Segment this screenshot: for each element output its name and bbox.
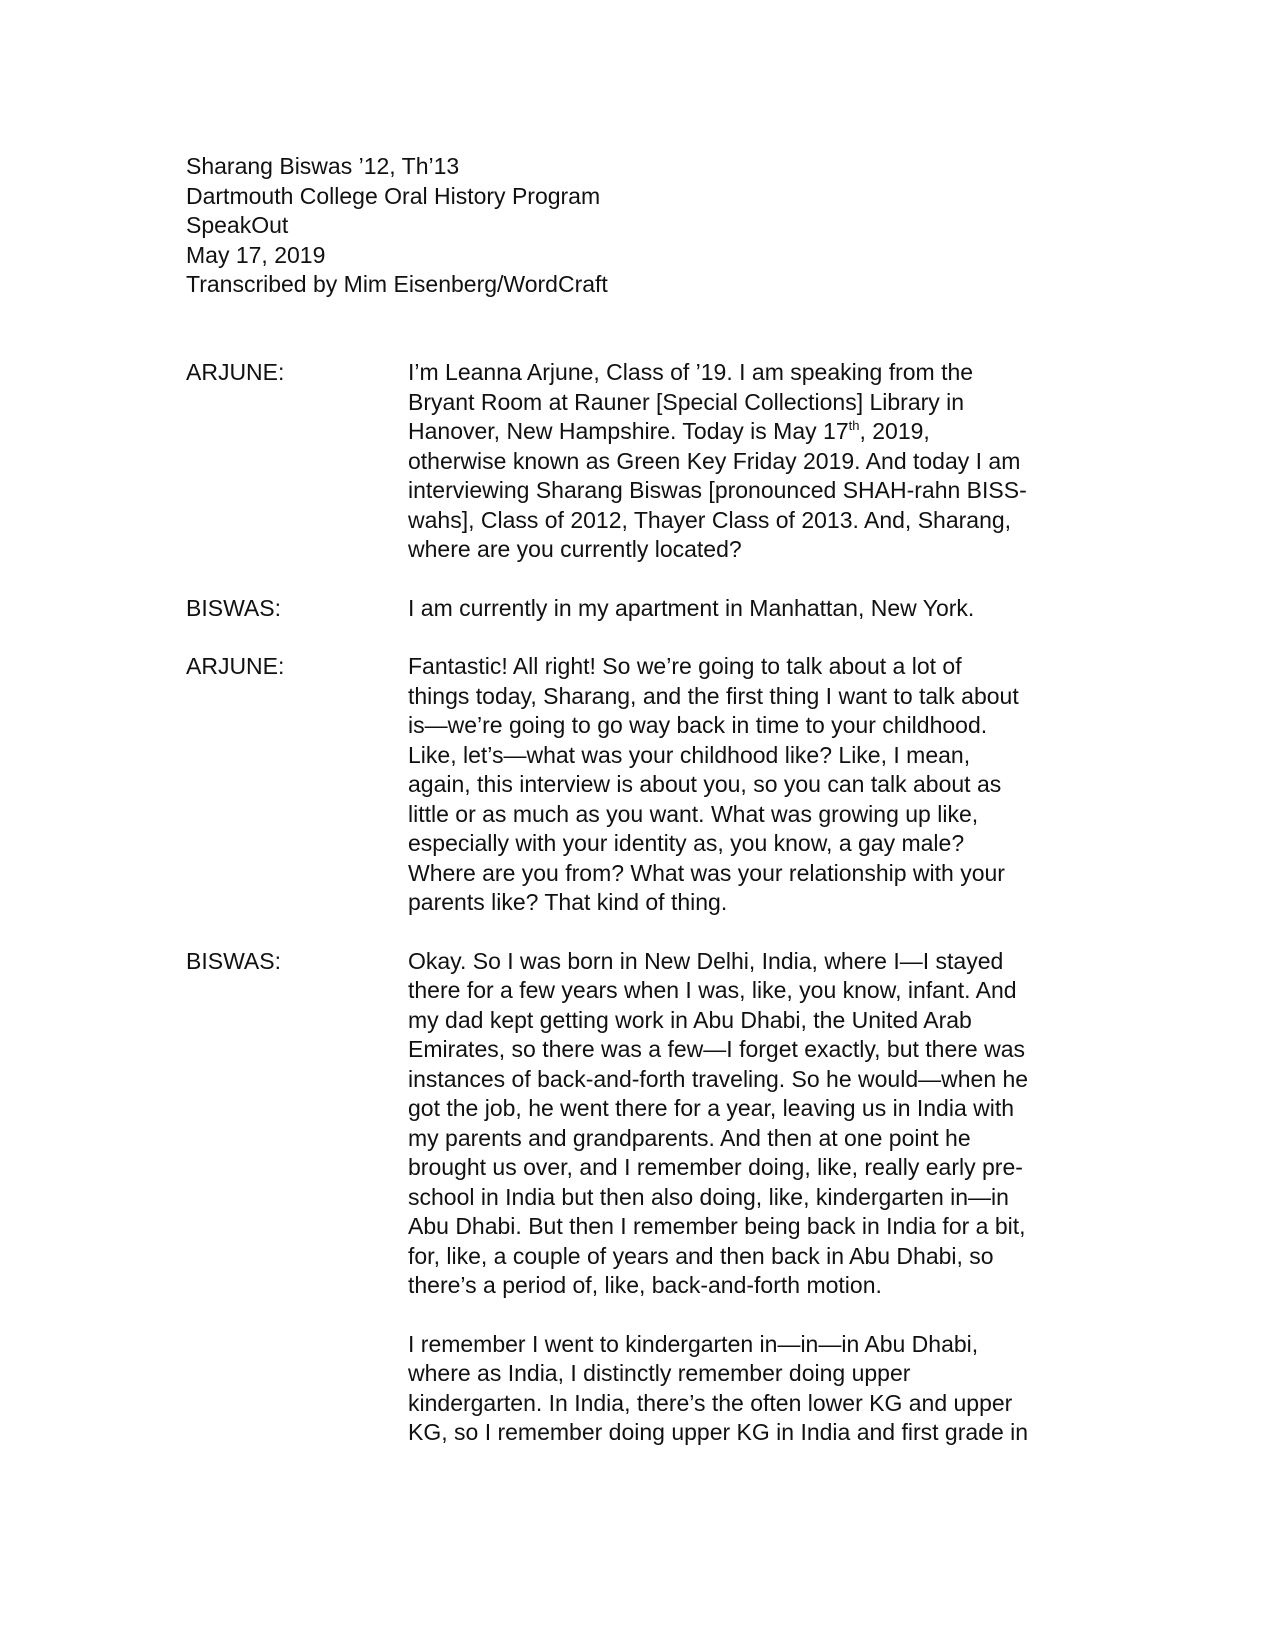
text-line: parents like? That kind of thing. [408, 889, 728, 915]
text-line: wahs], Class of 2012, Thayer Class of 2013. And, Sharang, [408, 506, 1012, 533]
transcript-body [186, 358, 1086, 1477]
speech-text [408, 652, 1068, 918]
speech-paragraph [408, 947, 1068, 1301]
text-line: my parents and grandparents. And then at one point he [408, 1124, 971, 1151]
text-line: there’s a period of, like, back-and-forth motion. [408, 1272, 882, 1298]
speech-text [408, 594, 1068, 624]
ordinal-superscript: th [848, 418, 860, 433]
text-line: Bryant Room at Rauner [Special Collections] Library in [408, 388, 965, 415]
transcript-turn [186, 358, 1086, 565]
text-line: Abu Dhabi. But then I remember being back in India for a bit, [408, 1213, 1026, 1239]
text-line: instances of back-and-forth traveling. So he would—when he [408, 1065, 1029, 1092]
transcript-turn [186, 652, 1086, 918]
speech-text [408, 947, 1068, 1448]
text-line: where are you currently located? [408, 536, 742, 562]
text-line: for, like, a couple of years and then back in Abu Dhabi, so [408, 1242, 994, 1269]
speech-paragraph [408, 652, 1068, 918]
transcript-turn [186, 947, 1086, 1448]
text-line: kindergarten. In India, there’s the often lower KG and upper [408, 1389, 1013, 1416]
speaker-label: BISWAS: [186, 594, 281, 621]
text-line: school in India but then also doing, like, kindergarten in—in [408, 1183, 1009, 1210]
text-line: Emirates, so there was a few—I forget exactly, but there was [408, 1036, 1026, 1062]
text-line: I’m Leanna Arjune, Class of ’19. I am speaking from the [408, 359, 974, 385]
text-line: Where are you from? What was your relationship with your [408, 859, 1005, 886]
text-line: especially with your identity as, you know, a gay male? [408, 830, 965, 856]
document-header [186, 152, 1086, 300]
text-line: I remember I went to kindergarten in—in—in Abu Dhabi, [408, 1330, 979, 1357]
speaker-label: BISWAS: [186, 947, 281, 974]
program-name: Dartmouth College Oral History Program [186, 182, 601, 209]
text-segment: , 2019, [859, 418, 930, 444]
speaker-label: ARJUNE: [186, 653, 285, 679]
text-line: where as India, I distinctly remember doing upper [408, 1360, 911, 1386]
interviewee-name: Sharang Biswas ’12, Th’13 [186, 153, 460, 179]
transcriber-credit: Transcribed by Mim Eisenberg/WordCraft [186, 271, 608, 297]
transcript-turn [186, 594, 1086, 624]
project-name: SpeakOut [186, 212, 289, 238]
speech-paragraph [408, 1330, 1068, 1448]
text-line: interviewing Sharang Biswas [pronounced SHAH-rahn BISS- [408, 477, 1027, 503]
text-line: things today, Sharang, and the first thing I want to talk about [408, 682, 1019, 709]
text-segment: Hanover, New Hampshire. Today is May 17 [408, 418, 849, 444]
interview-date: May 17, 2019 [186, 241, 326, 268]
text-line: is—we’re going to go way back in time to your childhood. [408, 712, 988, 738]
speech-text [408, 358, 1068, 565]
text-line: I am currently in my apartment in Manhattan, New York. [408, 594, 975, 621]
text-line: there for a few years when I was, like, you know, infant. And [408, 977, 1017, 1003]
text-line: otherwise known as Green Key Friday 2019. And today I am [408, 447, 1021, 474]
text-line: brought us over, and I remember doing, like, really early pre- [408, 1154, 1023, 1180]
text-line: Fantastic! All right! So we’re going to talk about a lot of [408, 653, 962, 679]
text-line: KG, so I remember doing upper KG in India and first grade in [408, 1419, 1029, 1445]
speaker-label: ARJUNE: [186, 359, 285, 385]
text-line: my dad kept getting work in Abu Dhabi, the United Arab [408, 1006, 972, 1033]
text-line: Like, let’s—what was your childhood like? Like, I mean, [408, 741, 971, 768]
text-line: again, this interview is about you, so you can talk about as [408, 771, 1002, 797]
text-line [408, 417, 1068, 447]
speech-paragraph [408, 594, 1068, 624]
text-line: Okay. So I was born in New Delhi, India, where I—I stayed [408, 947, 1004, 974]
speech-paragraph [408, 358, 1068, 565]
text-line: little or as much as you want. What was growing up like, [408, 800, 979, 827]
text-line: got the job, he went there for a year, leaving us in India with [408, 1095, 1015, 1121]
